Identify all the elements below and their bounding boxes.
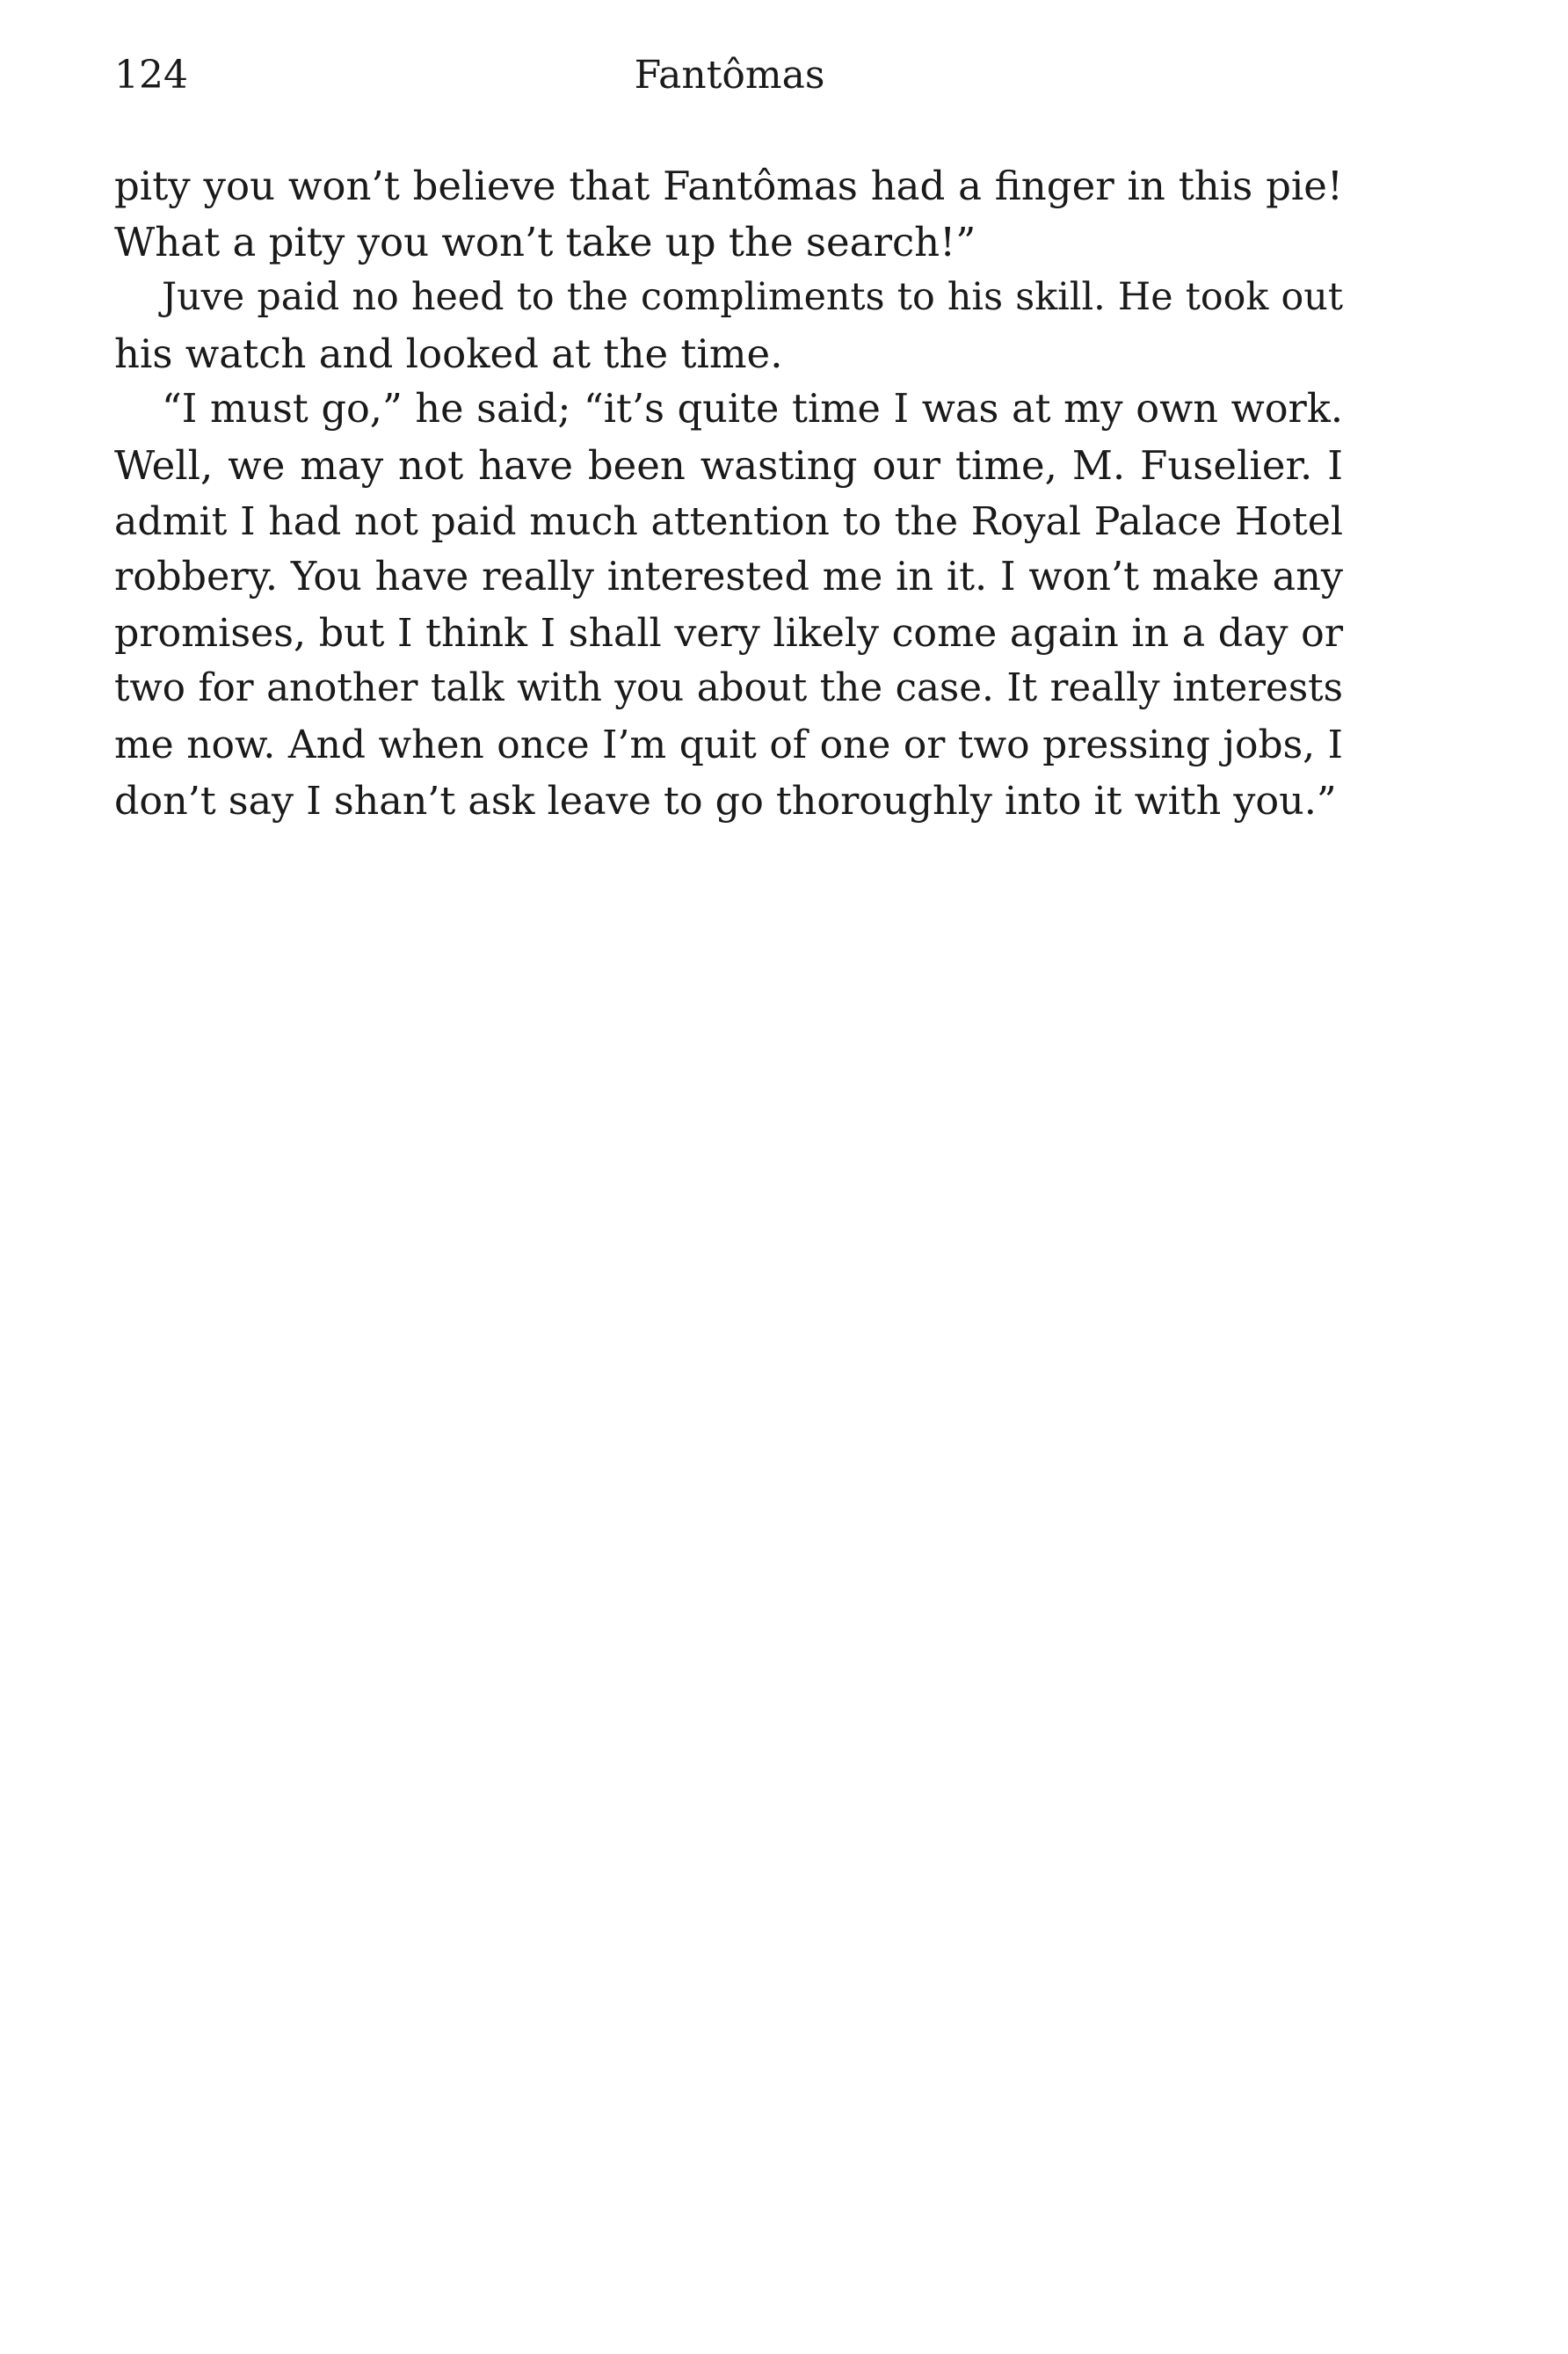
- text-line: promises, but I think I shall very likely come again in a day or: [114, 610, 1343, 656]
- text-line: Well, we may not have been wasting our time, M. Fuselier. I: [114, 441, 1343, 489]
- text-line: Juve paid no heed to the compliments to his skill. He took out: [162, 275, 1343, 320]
- text-line: pity you won’t believe that Fantômas had a finger in this pie!: [114, 163, 1343, 209]
- text-line: admit I had not paid much attention to the Royal Palace Hotel: [114, 498, 1343, 544]
- text-line: robbery. You have really interested me in it. I won’t make any: [114, 555, 1343, 600]
- text-line: don’t say I shan’t ask leave to go thoroughly into it with you.”: [114, 778, 1337, 824]
- text-line: “I must go,” he said; “it’s quite time I was at my own work.: [162, 386, 1343, 432]
- running-title: Fantômas: [634, 53, 825, 98]
- text-line: two for another talk with you about the case. It really interests: [114, 666, 1343, 711]
- text-line: What a pity you won’t take up the search!”: [114, 218, 976, 265]
- text-line: me now. And when once I’m quit of one or two pressing jobs, I: [114, 722, 1343, 767]
- page-number: 124: [114, 53, 188, 98]
- running-head: [114, 49, 1345, 102]
- body-text: [114, 158, 1343, 829]
- text-line: his watch and looked at the time.: [114, 330, 783, 377]
